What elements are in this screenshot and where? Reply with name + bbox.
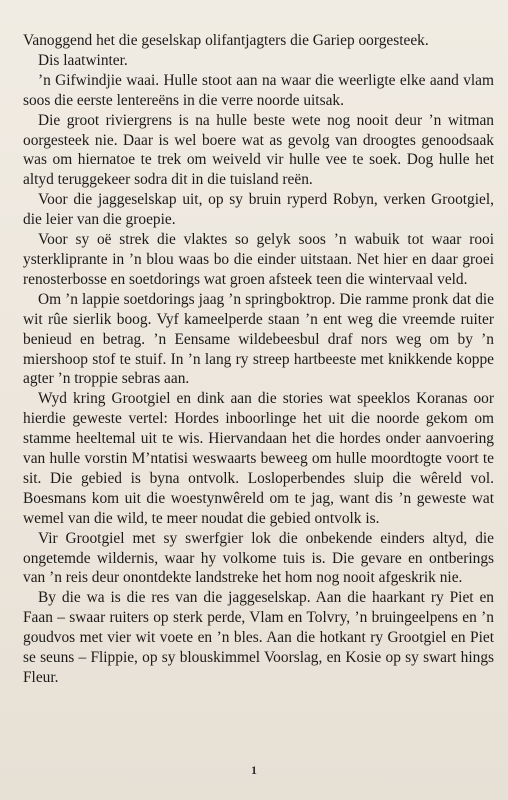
paragraph: By die wa is die res van die jaggeselskap. Aan die haarkant ry Piet en Faan – swaar ruiters op sterk perde, Vlam en Tolvry, ’n bruingeelpens en ’n goudvos met vier wit voete en ’n bles. Aan die hotkant ry Grootgiel en Piet se seuns – Flippie, op sy blouskimmel Voorslag, en Kosie op sy swart hings Fleur.	[23, 589, 494, 686]
paragraph: Om ’n lappie soetdorings jaag ’n springboktrop. Die ramme pronk dat die wit rûe sierlik boog. Vyf kameelperde staan ’n ent weg die vreemde ruiter benieud en betrag. ’n Eensame wildebeesbul draf nors weg om by ’n miershoop stof te stuif. In ’n lang ry streep hartbeeste met knikkende koppe agter ’n troppie sebras aan.	[23, 290, 494, 388]
paragraph: Vanoggend het die geselskap olifantjagters die Gariep oorgesteek.	[23, 32, 429, 49]
paragraph: ’n Gifwindjie waai. Hulle stoot aan na waar die weerligte elke aand vlam soos die eerste lentereëns in die verre noorde uitsak.	[23, 71, 494, 109]
paragraph: Voor die jaggeselskap uit, op sy bruin ryperd Robyn, verken Grootgiel, die leier van die groepie.	[23, 191, 494, 229]
body-text	[23, 31, 494, 688]
paragraph: Vir Grootgiel met sy swerfgier lok die onbekende einders altyd, die ongetemde wildernis, waar hy volkome tuis is. Die gevare en ontberings van ’n reis deur onontdekte landstreke het hom nog nooit afgeskrik nie.	[23, 529, 494, 587]
paragraph: Wyd kring Grootgiel en dink aan die stories wat speeklos Koranas oor hierdie geweste vertel: Hordes inboorlinge het uit die noorde gekom om stamme heeltemal uit te wis. Hiervandaan het die hordes onder aanvoering van hulle vorstin M’ntatisi weswaarts beweeg om hulle moordtogte voort te sit. Die gebied is byna ontvolk. Losloperbendes sluip die wêreld vol. Boesmans kom uit die woestynwêreld om te jag, want dis ’n geweste wat wemel van die wild, te meer noudat die gebied ontvolk is.	[23, 390, 494, 527]
paragraph: Voor sy oë strek die vlaktes so gelyk soos ’n wabuik tot waar rooi ysterkliprante in ’n blou waas bo die einder uitstaan. Net hier en daar groei renosterbosse en soetdorings wat groen afsteek teen die wintervaal veld.	[23, 231, 494, 288]
page-number: 1	[251, 765, 257, 777]
paragraph: Dis laatwinter.	[38, 51, 128, 69]
paragraph: Die groot riviergrens is na hulle beste wete nog nooit deur ’n witman oorgesteek nie. Daar is wel boere wat as gevolg van droogtes genoodsaak was om hiernatoe te trek om weiveld vir hulle vee te soek. Dog hulle het altyd teruggekeer sodra dit in die tuisland reën.	[23, 111, 494, 189]
